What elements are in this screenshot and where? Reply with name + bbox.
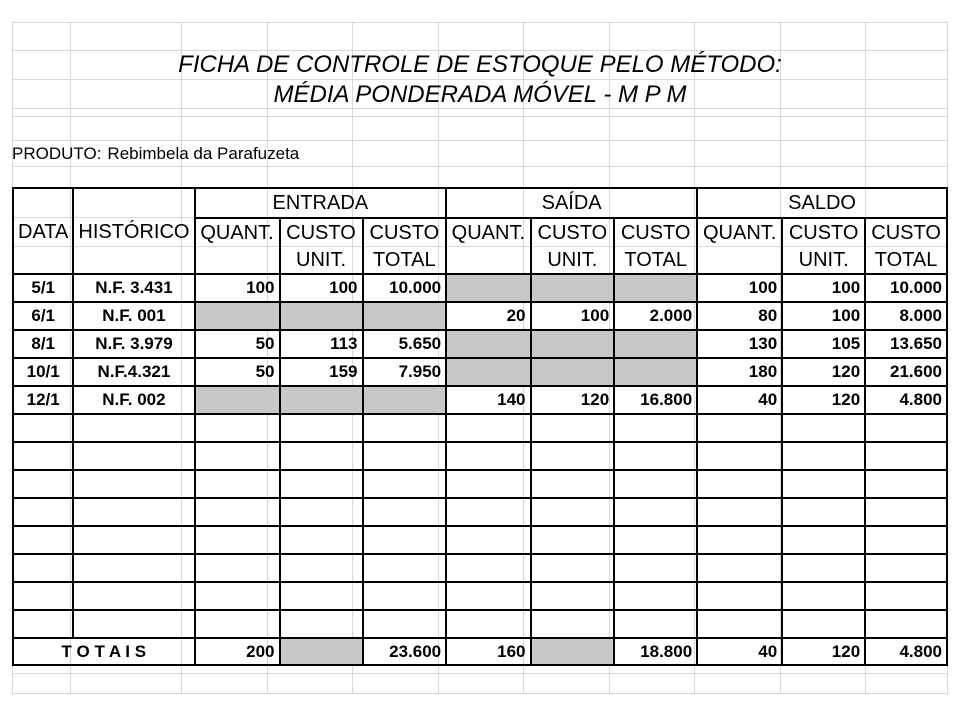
empty-cell [280, 526, 363, 554]
header-saldo-total: TOTAL [865, 247, 947, 274]
cell-entrada-custo-unit: 159 [280, 358, 363, 386]
header-blank [13, 188, 73, 218]
empty-row [13, 470, 947, 498]
cell-saida-custo-total [614, 330, 697, 358]
empty-cell [614, 582, 697, 610]
empty-cell [446, 442, 530, 470]
empty-cell [446, 582, 530, 610]
cell-entrada-custo-unit: 113 [280, 330, 363, 358]
total-saida-custo-total: 18.800 [614, 638, 697, 665]
header-blank [73, 247, 194, 274]
empty-cell [363, 498, 447, 526]
header-data: DATA [13, 218, 73, 247]
header-entrada-custo-total: CUSTO [363, 218, 447, 247]
cell-historico: N.F. 002 [73, 386, 194, 414]
totals-row [13, 638, 947, 665]
cell-historico: N.F. 3.431 [73, 274, 194, 302]
header-entrada-custo-unit: CUSTO [280, 218, 363, 247]
cell-saldo-custo-total: 10.000 [865, 274, 947, 302]
cell-saldo-custo-total: 4.800 [865, 386, 947, 414]
header-saldo-custo-unit: CUSTO [782, 218, 865, 247]
empty-cell [697, 498, 782, 526]
cell-data: 6/1 [13, 302, 73, 330]
empty-row [13, 442, 947, 470]
total-entrada-custo-unit [280, 638, 363, 665]
empty-cell [697, 526, 782, 554]
cell-historico: N.F. 001 [73, 302, 194, 330]
empty-cell [280, 582, 363, 610]
cell-entrada-quant: 100 [195, 274, 280, 302]
empty-row [13, 526, 947, 554]
header-blank [697, 247, 782, 274]
empty-cell [13, 582, 73, 610]
empty-cell [614, 498, 697, 526]
cell-data: 5/1 [13, 274, 73, 302]
empty-cell [614, 442, 697, 470]
header-saldo-unit: UNIT. [782, 247, 865, 274]
header-saldo-quant: QUANT. [697, 218, 782, 247]
empty-cell [73, 498, 194, 526]
product-label: PRODUTO: [12, 144, 102, 163]
empty-cell [697, 582, 782, 610]
empty-cell [697, 442, 782, 470]
cell-saldo-custo-total: 21.600 [865, 358, 947, 386]
empty-cell [195, 582, 280, 610]
empty-cell [782, 414, 865, 442]
header-blank [195, 247, 280, 274]
empty-cell [13, 414, 73, 442]
cell-entrada-custo-total: 10.000 [363, 274, 447, 302]
empty-cell [280, 554, 363, 582]
empty-cell [363, 414, 447, 442]
cell-saida-quant [446, 330, 530, 358]
cell-saida-quant [446, 358, 530, 386]
cell-saida-quant [446, 274, 530, 302]
cell-entrada-quant [195, 302, 280, 330]
empty-row [13, 498, 947, 526]
cell-saida-custo-total: 16.800 [614, 386, 697, 414]
header-entrada: ENTRADA [195, 188, 447, 218]
cell-saida-quant: 20 [446, 302, 530, 330]
header-blank [73, 188, 194, 218]
totals-label: T O T A I S [13, 638, 195, 665]
cell-entrada-custo-unit: 100 [280, 274, 363, 302]
empty-cell [782, 554, 865, 582]
cell-entrada-quant [195, 386, 280, 414]
product-name: Rebimbela da Parafuzeta [107, 144, 300, 163]
cell-saldo-quant: 180 [697, 358, 782, 386]
cell-entrada-quant: 50 [195, 330, 280, 358]
table-row [13, 386, 947, 414]
empty-cell [13, 526, 73, 554]
empty-cell [363, 610, 447, 638]
empty-cell [697, 470, 782, 498]
empty-cell [195, 610, 280, 638]
empty-cell [782, 470, 865, 498]
empty-cell [782, 610, 865, 638]
empty-cell [195, 526, 280, 554]
cell-saida-quant: 140 [446, 386, 530, 414]
empty-cell [446, 526, 530, 554]
cell-saida-custo-total: 2.000 [614, 302, 697, 330]
header-entrada-unit: UNIT. [280, 247, 363, 274]
header-blank [13, 247, 73, 274]
product-line [12, 142, 299, 166]
empty-cell [865, 554, 947, 582]
title-line-1: FICHA DE CONTROLE DE ESTOQUE PELO MÉTODO: [178, 51, 782, 78]
empty-cell [531, 498, 615, 526]
empty-cell [13, 498, 73, 526]
empty-cell [13, 442, 73, 470]
empty-cell [614, 526, 697, 554]
empty-cell [531, 582, 615, 610]
cell-saldo-quant: 100 [697, 274, 782, 302]
cell-entrada-custo-total [363, 302, 447, 330]
table-row [13, 274, 947, 302]
empty-cell [614, 554, 697, 582]
empty-cell [865, 582, 947, 610]
cell-saldo-quant: 130 [697, 330, 782, 358]
total-entrada-custo-total: 23.600 [363, 638, 447, 665]
cell-data: 10/1 [13, 358, 73, 386]
empty-cell [280, 470, 363, 498]
cell-saida-custo-total [614, 274, 697, 302]
cell-entrada-custo-unit [280, 386, 363, 414]
empty-cell [446, 554, 530, 582]
cell-saldo-custo-unit: 100 [782, 274, 865, 302]
empty-cell [782, 442, 865, 470]
empty-cell [280, 498, 363, 526]
cell-saida-custo-unit [531, 330, 615, 358]
empty-cell [446, 414, 530, 442]
empty-cell [782, 498, 865, 526]
empty-cell [865, 470, 947, 498]
header-entrada-quant: QUANT. [195, 218, 280, 247]
cell-saldo-custo-unit: 120 [782, 358, 865, 386]
empty-cell [195, 414, 280, 442]
empty-cell [73, 582, 194, 610]
empty-cell [531, 610, 615, 638]
header-saida-custo-total: CUSTO [614, 218, 697, 247]
empty-row [13, 554, 947, 582]
empty-cell [73, 610, 194, 638]
empty-cell [195, 470, 280, 498]
empty-cell [446, 610, 530, 638]
empty-cell [13, 610, 73, 638]
empty-cell [614, 610, 697, 638]
empty-cell [865, 414, 947, 442]
header-blank [446, 247, 530, 274]
cell-data: 8/1 [13, 330, 73, 358]
empty-cell [73, 526, 194, 554]
cell-saida-custo-unit: 100 [531, 302, 615, 330]
header-saldo: SALDO [697, 188, 947, 218]
empty-cell [865, 442, 947, 470]
empty-cell [782, 582, 865, 610]
table-row [13, 302, 947, 330]
empty-cell [73, 554, 194, 582]
empty-cell [531, 526, 615, 554]
table-row [13, 358, 947, 386]
header-saida-custo-unit: CUSTO [531, 218, 615, 247]
cell-saida-custo-unit: 120 [531, 386, 615, 414]
total-saida-quant: 160 [446, 638, 530, 665]
empty-cell [446, 470, 530, 498]
empty-cell [280, 414, 363, 442]
cell-historico: N.F. 3.979 [73, 330, 194, 358]
spreadsheet [12, 22, 948, 694]
cell-data: 12/1 [13, 386, 73, 414]
header-saida-quant: QUANT. [446, 218, 530, 247]
empty-cell [280, 610, 363, 638]
empty-cell [195, 554, 280, 582]
empty-cell [363, 526, 447, 554]
cell-entrada-quant: 50 [195, 358, 280, 386]
empty-cell [782, 526, 865, 554]
cell-saldo-quant: 40 [697, 386, 782, 414]
cell-saldo-custo-unit: 105 [782, 330, 865, 358]
cell-saida-custo-unit [531, 358, 615, 386]
empty-row [13, 582, 947, 610]
empty-cell [363, 442, 447, 470]
empty-cell [614, 414, 697, 442]
empty-cell [531, 554, 615, 582]
empty-cell [446, 498, 530, 526]
empty-cell [280, 442, 363, 470]
empty-cell [195, 498, 280, 526]
cell-saldo-custo-unit: 120 [782, 386, 865, 414]
table-row [13, 330, 947, 358]
empty-cell [195, 442, 280, 470]
cell-historico: N.F.4.321 [73, 358, 194, 386]
cell-saida-custo-total [614, 358, 697, 386]
cell-saldo-custo-total: 8.000 [865, 302, 947, 330]
total-entrada-quant: 200 [195, 638, 280, 665]
total-saldo-custo-unit: 120 [782, 638, 865, 665]
empty-cell [531, 442, 615, 470]
empty-row [13, 414, 947, 442]
empty-cell [531, 470, 615, 498]
header-saida: SAÍDA [446, 188, 697, 218]
empty-cell [865, 610, 947, 638]
total-saldo-quant: 40 [697, 638, 782, 665]
empty-cell [614, 470, 697, 498]
cell-entrada-custo-total: 5.650 [363, 330, 447, 358]
empty-cell [697, 414, 782, 442]
empty-cell [531, 414, 615, 442]
cell-entrada-custo-unit [280, 302, 363, 330]
empty-cell [697, 554, 782, 582]
cell-saida-custo-unit [531, 274, 615, 302]
empty-cell [865, 498, 947, 526]
empty-cell [13, 470, 73, 498]
header-saida-unit: UNIT. [531, 247, 615, 274]
empty-cell [697, 610, 782, 638]
cell-entrada-custo-total [363, 386, 447, 414]
empty-cell [363, 554, 447, 582]
empty-cell [13, 554, 73, 582]
cell-saldo-custo-unit: 100 [782, 302, 865, 330]
empty-cell [73, 442, 194, 470]
empty-cell [73, 414, 194, 442]
empty-cell [865, 526, 947, 554]
empty-cell [363, 582, 447, 610]
header-saida-total: TOTAL [614, 247, 697, 274]
total-saldo-custo-total: 4.800 [865, 638, 947, 665]
empty-cell [73, 470, 194, 498]
title-line-2: MÉDIA PONDERADA MÓVEL - M P M [273, 81, 687, 108]
total-saida-custo-unit [531, 638, 615, 665]
empty-row [13, 610, 947, 638]
cell-entrada-custo-total: 7.950 [363, 358, 447, 386]
stock-control-table [12, 187, 948, 666]
cell-saldo-quant: 80 [697, 302, 782, 330]
cell-saldo-custo-total: 13.650 [865, 330, 947, 358]
header-saldo-custo-total: CUSTO [865, 218, 947, 247]
header-entrada-total: TOTAL [363, 247, 447, 274]
empty-cell [363, 470, 447, 498]
header-historico: HISTÓRICO [73, 218, 194, 247]
